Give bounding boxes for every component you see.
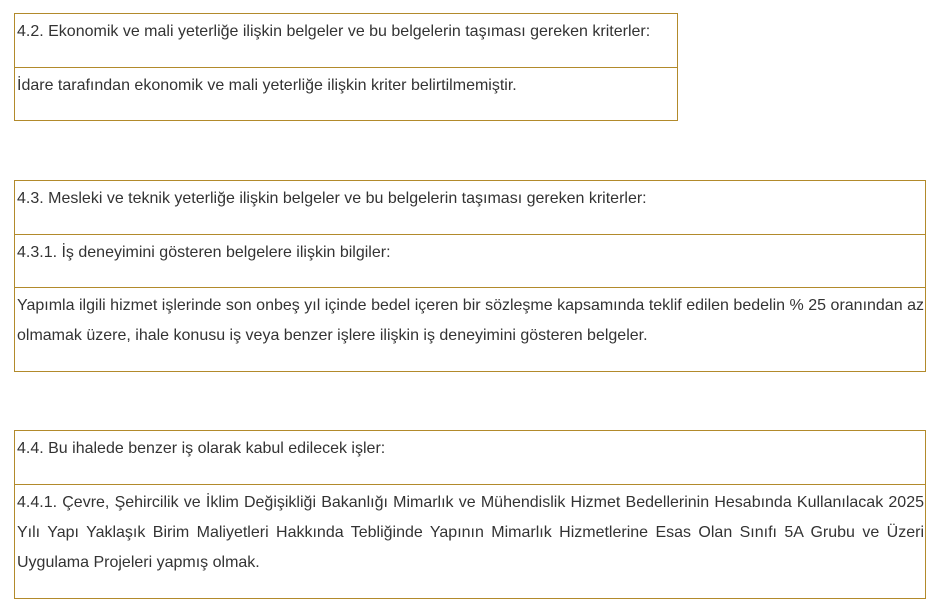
- section-4-2-text: İdare tarafından ekonomik ve mali yeterliğe ilişkin kriter belirtilmemiştir.: [17, 77, 517, 94]
- section-4-3-1-text: Yapımla ilgili hizmet işlerinde son onbeş yıl içinde bedel içeren bir sözleşme kapsamında teklif edilen bedelin % 25 oranından az olmamak üzere, ihale konusu iş veya benzer işlere ilişkin iş deneyimini gösteren belgeler.: [17, 297, 924, 344]
- table-row: [15, 234, 925, 287]
- table-row: [15, 287, 925, 371]
- economic-qualification-table: [14, 13, 678, 121]
- section-4-2-heading: 4.2. Ekonomik ve mali yeterliğe ilişkin belgeler ve bu belgelerin taşıması gereken kriterler:: [17, 23, 651, 40]
- table-row: [15, 484, 925, 598]
- section-4-4-heading: 4.4. Bu ihalede benzer iş olarak kabul edilecek işler:: [17, 440, 386, 457]
- table-row: [15, 431, 925, 484]
- technical-qualification-table: [14, 180, 926, 372]
- section-4-4-1-text: 4.4.1. Çevre, Şehircilik ve İklim Değişikliği Bakanlığı Mimarlık ve Mühendislik Hizmet Bedellerinin Hesabında Kullanılacak 2025 Yılı Yapı Yaklaşık Birim Maliyetleri Hakkında Tebliğinde Yapının Mimarlık Hizmetlerine Esas Olan Sınıfı 5A Grubu ve Üzeri Uygulama Projeleri yapmış olmak.: [17, 494, 924, 571]
- section-4-3-heading: 4.3. Mesleki ve teknik yeterliğe ilişkin belgeler ve bu belgelerin taşıması gereken kriterler:: [17, 190, 647, 207]
- similar-works-table: [14, 430, 926, 599]
- section-4-3-1-subheading: 4.3.1. İş deneyimini gösteren belgelere ilişkin bilgiler:: [17, 244, 391, 261]
- table-row: [15, 14, 677, 67]
- table-row: [15, 67, 677, 120]
- table-row: [15, 181, 925, 234]
